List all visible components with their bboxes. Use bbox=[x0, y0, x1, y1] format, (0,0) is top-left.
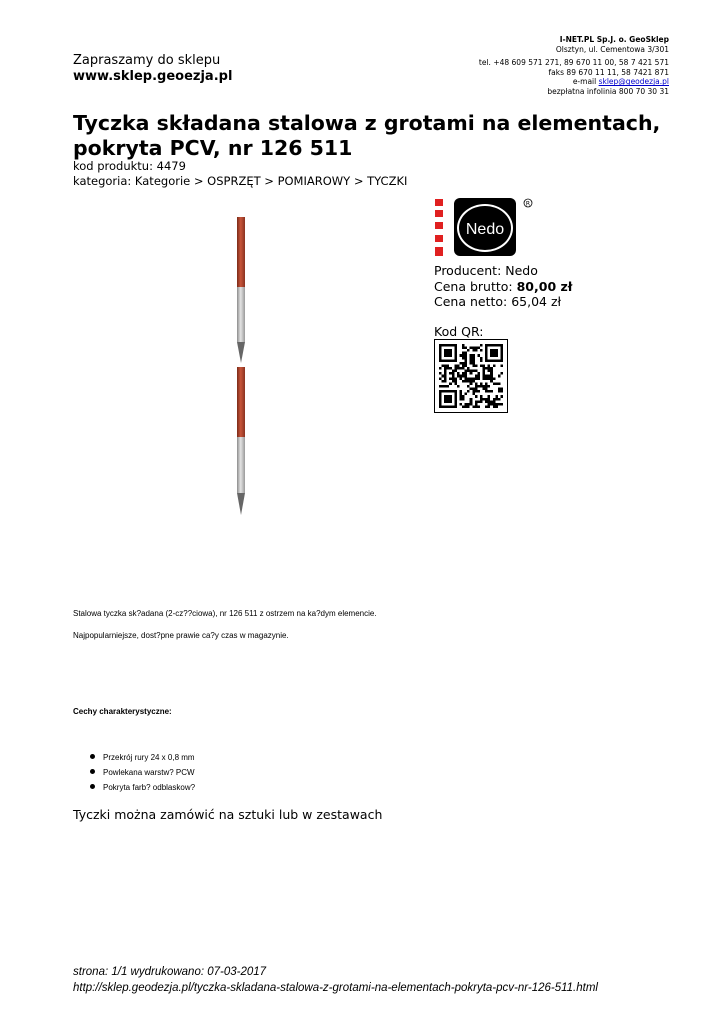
nedo-logo bbox=[434, 195, 538, 259]
company-phone: tel. +48 609 571 271, 89 670 11 00, 58 7 421 571 bbox=[478, 58, 669, 68]
company-email-line bbox=[479, 77, 669, 87]
footer-page-line: strona: 1/1 wydrukowano: 07-03-2017 bbox=[73, 966, 267, 978]
gross-price-label: Cena brutto: bbox=[434, 278, 517, 294]
shop-invite bbox=[73, 53, 232, 85]
company-name: I-NET.PL Sp.J. o. GeoSklep bbox=[559, 35, 669, 44]
product-info bbox=[434, 263, 572, 310]
product-image bbox=[226, 213, 256, 519]
description-line-2: Najpopularniejsze, dost?pne prawie ca?y czas w magazynie. bbox=[73, 631, 289, 640]
company-address: Olsztyn, ul. Cementowa 3/301 bbox=[555, 44, 669, 54]
net-price: Cena netto: 65,04 zł bbox=[434, 294, 562, 309]
invite-text: Zapraszamy do sklepu bbox=[73, 53, 221, 68]
gross-price bbox=[434, 279, 572, 295]
qr-label: Kod QR: bbox=[434, 324, 484, 339]
description-line-1: Stalowa tyczka sk?adana (2-cz??ciowa), nr 126 511 z ostrzem na ka?dym elemencie. bbox=[73, 609, 377, 618]
product-title: Tyczka składana stalowa z grotami na elementach, pokryta PCV, nr 126 511 bbox=[73, 111, 661, 160]
qr-code-pattern bbox=[439, 344, 503, 408]
producer: Producent: Nedo bbox=[434, 263, 538, 278]
email-prefix: e-mail bbox=[572, 77, 599, 87]
list-item: Pokryta farb? odblaskow? bbox=[90, 780, 195, 795]
footer-url[interactable]: http://sklep.geodezja.pl/tyczka-skladana-stalowa-z-grotami-na-elementach-pokryta-pcv-nr-126-511.html bbox=[73, 982, 598, 994]
product-category: kategoria: Kategorie > OSPRZĘT > POMIAROWY > TYCZKI bbox=[73, 174, 408, 188]
list-item: Przekrój rury 24 x 0,8 mm bbox=[90, 750, 195, 765]
print-footer bbox=[73, 964, 598, 996]
product-meta bbox=[73, 159, 407, 189]
nedo-logo-text: Nedo bbox=[465, 221, 505, 238]
company-contact bbox=[479, 35, 669, 97]
company-infoline: bezpłatna infolinia 800 70 30 31 bbox=[547, 86, 669, 96]
svg-text:R: R bbox=[525, 200, 531, 208]
gross-price-value: 80,00 zł bbox=[516, 278, 573, 294]
qr-code bbox=[434, 339, 508, 413]
company-fax: faks 89 670 11 11, 58 7421 871 bbox=[548, 67, 669, 77]
features-heading: Cechy charakterystyczne: bbox=[73, 707, 172, 716]
email-link[interactable]: sklep@geodezja.pl bbox=[598, 77, 669, 87]
product-code: kod produktu: 4479 bbox=[73, 159, 186, 173]
list-item: Powlekana warstw? PCW bbox=[90, 765, 195, 780]
shop-url-link[interactable]: www.sklep.geoezja.pl bbox=[73, 69, 233, 84]
features-list bbox=[90, 750, 195, 795]
order-note: Tyczki można zamówić na sztuki lub w zestawach bbox=[73, 807, 383, 822]
